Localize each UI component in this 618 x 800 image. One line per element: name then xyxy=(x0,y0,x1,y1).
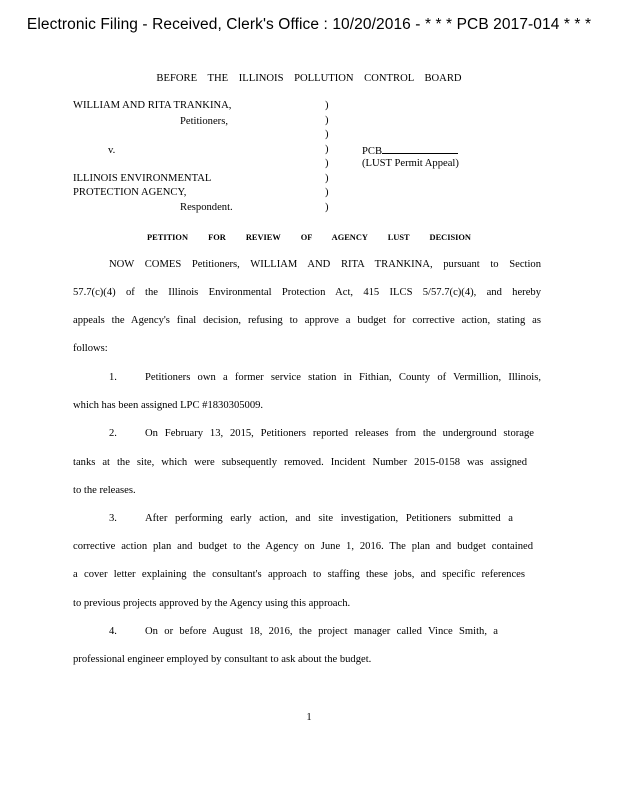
body-line: tanks at the site, which were subsequently removed. Incident Number 2015-0158 was assigned xyxy=(73,457,527,468)
caption-paren: ) xyxy=(325,129,329,140)
body-line: appeals the Agency's final decision, refusing to approve a budget for corrective action, stating as xyxy=(73,315,541,326)
petitioner-role: Petitioners, xyxy=(180,116,228,127)
body-line: On or before August 18, 2016, the project manager called Vince Smith, a xyxy=(145,626,498,637)
respondent-role: Respondent. xyxy=(180,202,233,213)
body-line: to previous projects approved by the Agency using this approach. xyxy=(73,598,351,609)
caption-paren: ) xyxy=(325,202,329,213)
appeal-type: (LUST Permit Appeal) xyxy=(362,158,459,169)
caption-paren: ) xyxy=(325,100,329,111)
body-line: On February 13, 2015, Petitioners reported releases from the underground storage xyxy=(145,428,534,439)
body-line: corrective action plan and budget to the Agency on June 1, 2016. The plan and budget contained xyxy=(73,541,533,552)
respondent-line-1: ILLINOIS ENVIRONMENTAL xyxy=(73,173,212,184)
petition-heading: PETITION FOR REVIEW OF AGENCY LUST DECISION xyxy=(147,233,471,242)
body-line: to the releases. xyxy=(73,485,136,496)
pcb-label: PCB xyxy=(362,146,383,157)
petitioner-name: WILLIAM AND RITA TRANKINA, xyxy=(73,100,232,111)
paragraph-number: 3. xyxy=(109,513,117,524)
respondent-line-2: PROTECTION AGENCY, xyxy=(73,187,187,198)
body-line: Petitioners own a former service station in Fithian, County of Vermillion, Illinois, xyxy=(145,372,541,383)
body-line: After performing early action, and site investigation, Petitioners submitted a xyxy=(145,513,513,524)
caption-paren: ) xyxy=(325,187,329,198)
paragraph-number: 4. xyxy=(109,626,117,637)
caption-paren: ) xyxy=(325,115,329,126)
versus: v. xyxy=(108,145,116,156)
body-line: 57.7(c)(4) of the Illinois Environmental Protection Act, 415 ILCS 5/57.7(c)(4), and hereby xyxy=(73,287,541,298)
pcb-number xyxy=(362,144,458,157)
page-number: 1 xyxy=(306,712,312,723)
pcb-blank-line xyxy=(382,144,458,154)
caption-paren: ) xyxy=(325,158,329,169)
paragraph-number: 1. xyxy=(109,372,117,383)
body-line: follows: xyxy=(73,343,108,354)
body-line: a cover letter explaining the consultant's approach to staffing these jobs, and specific references xyxy=(73,569,525,580)
body-line: professional engineer employed by consultant to ask about the budget. xyxy=(73,654,372,665)
body-line: NOW COMES Petitioners, WILLIAM AND RITA TRANKINA, pursuant to Section xyxy=(109,259,541,270)
caption-paren: ) xyxy=(325,144,329,155)
board-title: BEFORE THE ILLINOIS POLLUTION CONTROL BOARD xyxy=(156,73,462,84)
paragraph-number: 2. xyxy=(109,428,117,439)
body-line: which has been assigned LPC #1830305009. xyxy=(73,400,264,411)
electronic-filing-stamp: Electronic Filing - Received, Clerk's Office : 10/20/2016 - * * * PCB 2017-014 * * * xyxy=(26,16,592,33)
caption-paren: ) xyxy=(325,173,329,184)
